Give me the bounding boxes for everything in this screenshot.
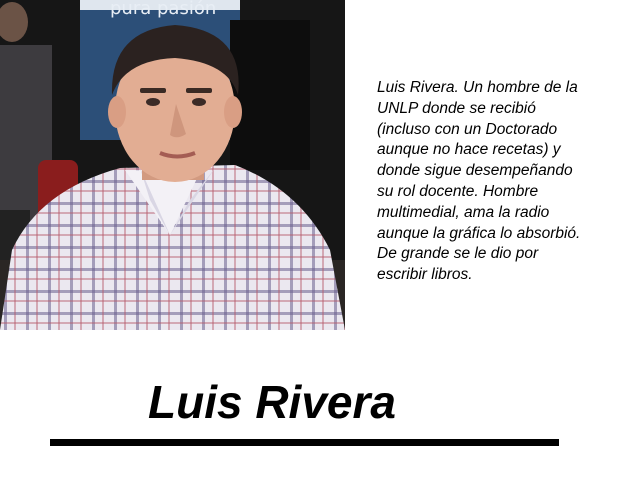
bio-text: Luis Rivera. Un hombre de la UNLP donde se recibió (incluso con un Doctorado aunque no hace recetas) y donde sigue desempeñando su rol docente. Hombre multimedial, ama la radio aunque la gráfica lo absorbió. De grande se le dio por escribir libros.	[377, 79, 581, 284]
underline-rule	[50, 439, 559, 446]
portrait-photo	[0, 0, 345, 330]
banner-text: pura pasión	[110, 0, 217, 19]
person-name-title: Luis Rivera	[148, 376, 396, 428]
